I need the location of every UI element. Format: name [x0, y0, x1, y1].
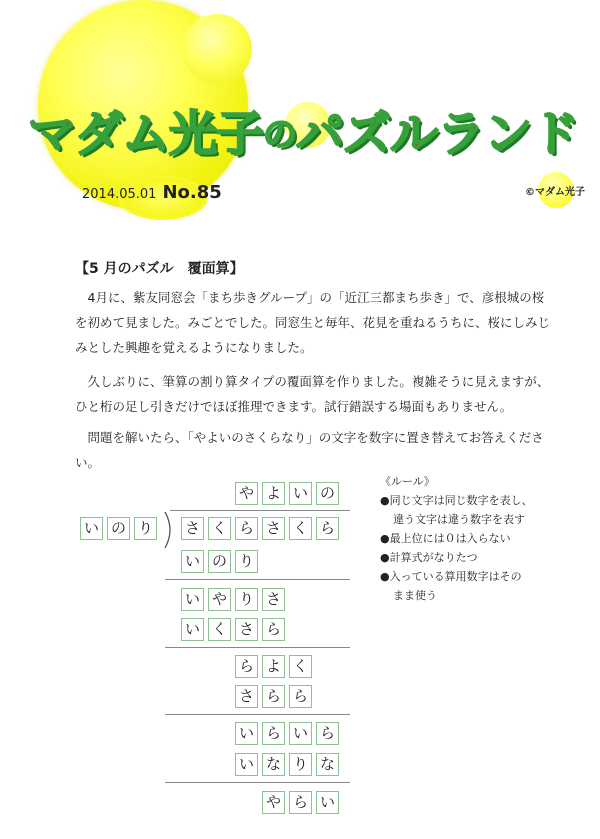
- step-cell: り: [235, 588, 258, 611]
- subtraction-line: [165, 647, 350, 648]
- division-bracket: [163, 512, 177, 548]
- dividend-cell: く: [289, 517, 312, 540]
- step-cell: な: [262, 753, 285, 776]
- step-cell: な: [316, 753, 339, 776]
- rules-title: 《ルール》: [380, 475, 435, 488]
- step-cell: ら: [289, 685, 312, 708]
- rule-item: [380, 548, 533, 567]
- step-cell: よ: [262, 655, 285, 678]
- rule-continuation: 違う文字は違う数字を表す: [393, 513, 525, 526]
- bullet-icon: ●: [380, 551, 390, 564]
- step-cell: ら: [262, 618, 285, 641]
- quotient-cell: や: [235, 482, 258, 505]
- paragraph-3: 問題を解いたら、「やよいのさくらなり」の文字を数字に置き替えてお答えください。: [75, 430, 544, 470]
- subtraction-line: [165, 714, 350, 715]
- quotient-cell: の: [316, 482, 339, 505]
- dividend-cell: ら: [316, 517, 339, 540]
- paragraph-1: 4月に、紫友同窓会「まち歩きグループ」の「近江三都まち歩き」で、彦根城の桜を初めて見ました。みごとでした。同窓生と毎年、花見を重ねるうちに、桜にしみじみとした興趣を覚えるようになりました。: [75, 290, 551, 355]
- remainder-cell: や: [262, 791, 285, 814]
- title-main: マダム光子: [28, 106, 264, 162]
- subtraction-line: [165, 579, 350, 580]
- rule-item: [380, 567, 533, 586]
- step-cell: い: [235, 753, 258, 776]
- step-cell: い: [181, 588, 204, 611]
- step-cell: い: [181, 618, 204, 641]
- remainder-cell: ら: [289, 791, 312, 814]
- divisor-cell: の: [107, 517, 130, 540]
- paragraph-2: 久しぶりに、筆算の割り算タイプの覆面算を作りました。複雑そうに見えますが、ひと桁の足し引きだけでほぼ推理できます。試行錯誤する場面もありません。: [75, 374, 550, 414]
- rule-text: 同じ文字は同じ数字を表し、: [389, 494, 533, 507]
- rule-continuation: まま使う: [393, 589, 437, 602]
- step-cell: い: [235, 722, 258, 745]
- bullet-icon: ●: [380, 532, 390, 545]
- title-end: パズルランド: [296, 106, 579, 162]
- title-particle: の: [263, 115, 297, 155]
- divisor-cell: り: [134, 517, 157, 540]
- dividend-cell: さ: [262, 517, 285, 540]
- step-cell: の: [208, 550, 231, 573]
- rule-item: [380, 491, 533, 510]
- rule-text: 最上位には０は入らない: [389, 532, 511, 545]
- issue-date: 2014.05.01: [82, 187, 157, 202]
- rule-text: 入っている算用数字はその: [389, 570, 522, 583]
- dividend-cell: く: [208, 517, 231, 540]
- step-cell: ら: [262, 685, 285, 708]
- step-cell: り: [289, 753, 312, 776]
- step-cell: さ: [262, 588, 285, 611]
- step-cell: い: [181, 550, 204, 573]
- subtraction-line: [165, 782, 350, 783]
- issue-info: [82, 182, 222, 203]
- step-cell: や: [208, 588, 231, 611]
- step-cell: く: [289, 655, 312, 678]
- dividend-cell: ら: [235, 517, 258, 540]
- remainder-cell: い: [316, 791, 339, 814]
- divisor-cell: い: [80, 517, 103, 540]
- bullet-icon: ●: [380, 570, 390, 583]
- step-cell: い: [289, 722, 312, 745]
- step-cell: ら: [262, 722, 285, 745]
- rule-item: [380, 529, 533, 548]
- decorative-bubble-small: [182, 14, 252, 84]
- rule-text: 計算式がなりたつ: [389, 551, 478, 564]
- rules-box: [380, 472, 533, 605]
- quotient-cell: よ: [262, 482, 285, 505]
- bullet-icon: ●: [380, 494, 390, 507]
- copyright: ©マダム光子: [525, 187, 585, 198]
- step-cell: ら: [316, 722, 339, 745]
- step-cell: さ: [235, 685, 258, 708]
- step-cell: く: [208, 618, 231, 641]
- page-title: [28, 95, 588, 165]
- step-cell: ら: [235, 655, 258, 678]
- article-heading: 【5 月のパズル 覆面算】: [75, 261, 244, 277]
- quotient-cell: い: [289, 482, 312, 505]
- step-cell: り: [235, 550, 258, 573]
- step-cell: さ: [235, 618, 258, 641]
- issue-number: No.85: [162, 182, 222, 203]
- dividend-cell: さ: [181, 517, 204, 540]
- division-bar: [170, 510, 350, 511]
